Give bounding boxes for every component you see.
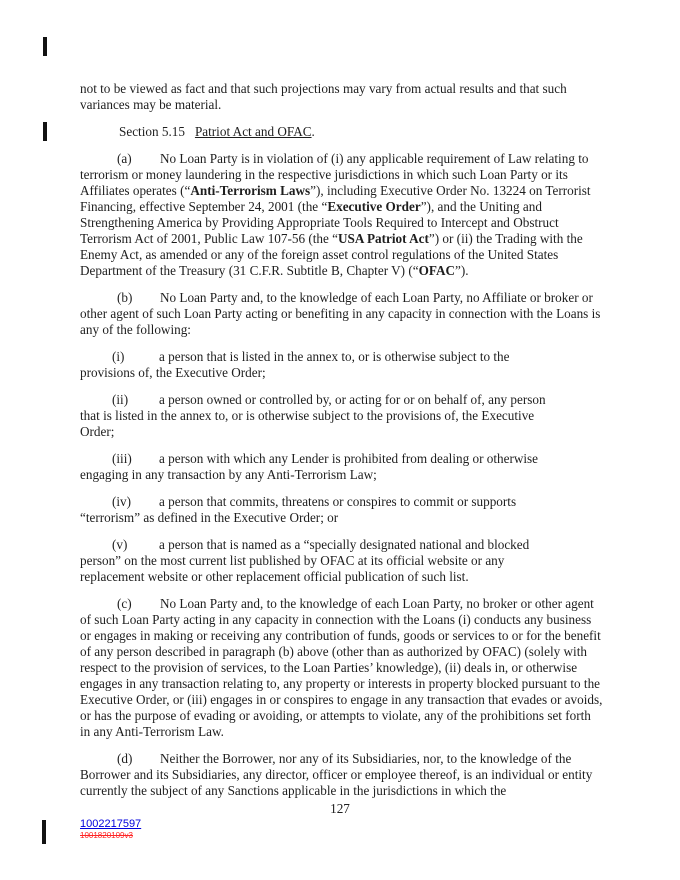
paragraph-c — [80, 596, 604, 740]
page-number: 127 — [330, 801, 350, 816]
list-item-iv-label: (iv) — [112, 494, 132, 509]
list-item-iii-text: a person with which any Lender is prohibited from dealing or otherwise engaging in any transaction by any Anti-Terrorism Law; — [80, 451, 539, 482]
list-item-i-label: (i) — [112, 349, 125, 364]
list-item-ii-label: (ii) — [112, 392, 129, 407]
doc-id-link[interactable]: 1002217597 — [80, 818, 142, 830]
paragraph-a-label: (a) — [117, 151, 132, 166]
list-item-i — [80, 349, 550, 381]
paragraph-d-label: (d) — [117, 751, 133, 766]
paragraph-b-label: (b) — [117, 290, 133, 305]
paragraph-d-text: Neither the Borrower, nor any of its Subsidiaries, nor, to the knowledge of the Borrower and its Subsidiaries, any director, officer or employee thereof, is an individual or entity currently the subject of any Sanctions applicable in the jurisdictions in which the — [80, 751, 593, 798]
list-item-iv-text: a person that commits, threatens or conspires to commit or supports “terrorism” as defined in the Executive Order; or — [80, 494, 517, 525]
section-title: Patriot Act and OFAC — [194, 124, 312, 139]
document-body — [80, 81, 604, 810]
paragraph-b-text: No Loan Party and, to the knowledge of each Loan Party, no Affiliate or broker or other agent of such Loan Party acting or benefiting in any capacity in connection with the Loans is any of the following: — [80, 290, 601, 337]
list-item-ii-text: a person owned or controlled by, or acting for or on behalf of, any person that is listed in the annex to, or is otherwise subject to the provisions of, the Executive Order; — [80, 392, 546, 439]
list-item-v-text: a person that is named as a “specially designated national and blocked person” on the most current list published by OFAC at its official website or any replacement website or other replacement official publication of such list. — [80, 537, 530, 584]
document-id-stamp — [80, 819, 141, 840]
list-item-v — [80, 537, 550, 585]
paragraph-a-text: No Loan Party is in violation of (i) any applicable requirement of Law relating to terrorism or money laundering in the respective jurisdictions in which such Loan Party or its Affiliates operates (“Anti-Terrorism Laws”), including Executive Order No. 13224 on Terrorist Financing, effective September 24, 2001 (the “Executive Order”), and the Uniting and Strengthening America by Providing Appropriate Tools Required to Intercept and Obstruct Terrorism Act of 2001, Public Law 107-56 (the “USA Patriot Act”) or (ii) the Trading with the Enemy Act, as amended or any of the foreign asset control regulations of the United States Department of the Treasury (31 C.F.R. Subtitle B, Chapter V) (“OFAC”). — [80, 151, 591, 278]
section-title-period: . — [311, 124, 315, 139]
revision-bar-top — [43, 37, 47, 56]
list-item-v-label: (v) — [112, 537, 128, 552]
list-item-iii-label: (iii) — [112, 451, 132, 466]
doc-id-deleted: 1001820109v3 — [80, 831, 133, 840]
revision-bar-heading — [43, 122, 47, 141]
paragraph-d — [80, 751, 604, 799]
section-heading — [80, 124, 604, 140]
list-item-ii — [80, 392, 550, 440]
section-number: Section 5.15 — [119, 124, 185, 139]
paragraph-a — [80, 151, 604, 279]
list-item-iv — [80, 494, 550, 526]
paragraph-c-label: (c) — [117, 596, 132, 611]
paragraph-continuation: not to be viewed as fact and that such projections may vary from actual results and that such variances may be material. — [80, 81, 567, 112]
paragraph-c-text: No Loan Party and, to the knowledge of each Loan Party, no broker or other agent of such Loan Party acting in any capacity in connection with the Loans (i) conducts any business or engages in making or receiving any contribution of funds, goods or services to or for the benefit of any person described in paragraph (b) above (other than as authorized by OFAC) (solely with respect to the provision of services, to the Loan Parties’ knowledge), (ii) deals in, or otherwise engages in any transaction relating to, any property or interests in property blocked pursuant to the Executive Order, or (iii) engages in or conspires to engage in any transaction that evades or avoids, or has the purpose of evading or avoiding, or attempts to violate, any of the prohibitions set forth in any Anti-Terrorism Law. — [80, 596, 603, 739]
revision-bar-footer — [42, 820, 46, 844]
list-item-i-text: a person that is listed in the annex to, or is otherwise subject to the provisions of, the Executive Order; — [80, 349, 510, 380]
list-item-iii — [80, 451, 550, 483]
paragraph-b — [80, 290, 604, 338]
